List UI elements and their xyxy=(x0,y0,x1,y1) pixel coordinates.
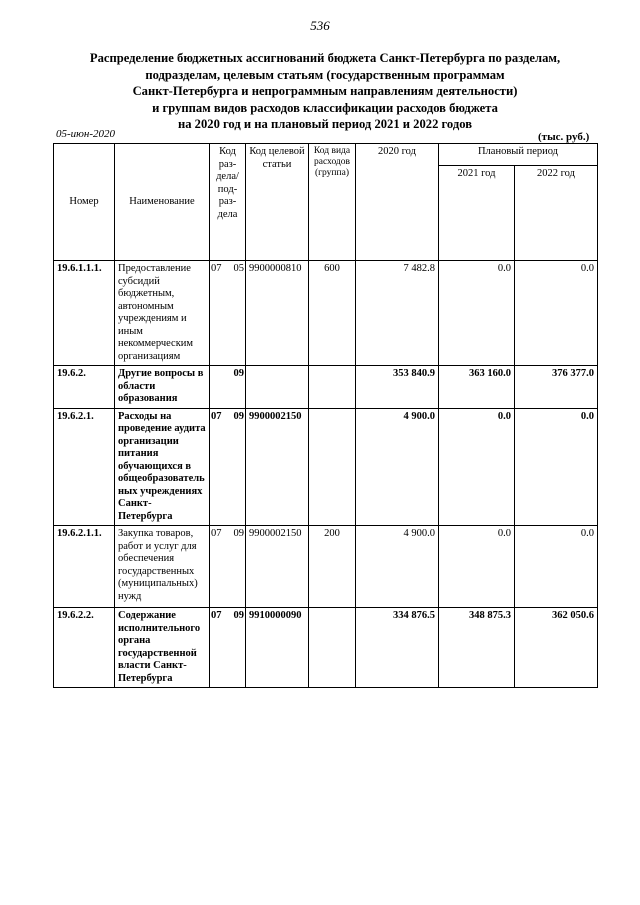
cell-subsection: 09 xyxy=(233,410,244,422)
cell-2022: 0.0 xyxy=(515,526,598,608)
title-line: и группам видов расходов классификации расходов бюджета xyxy=(152,100,498,115)
cell-expense-type xyxy=(309,608,356,688)
cell-2021: 0.0 xyxy=(439,261,515,366)
units-label: (тыс. руб.) xyxy=(538,131,590,143)
cell-expense-type: 600 xyxy=(309,261,356,366)
header-2021: 2021 год xyxy=(439,166,515,261)
cell-expense-type xyxy=(309,408,356,526)
cell-2021: 348 875.3 xyxy=(439,608,515,688)
cell-2021: 363 160.0 xyxy=(439,366,515,409)
cell-target-code: 9910000090 xyxy=(246,608,309,688)
cell-subsection: 09 xyxy=(233,368,244,379)
header-section-code: Код раз- дела/ под- раз- дела xyxy=(210,144,246,261)
header-2022: 2022 год xyxy=(515,166,598,261)
header-target-code: Код целевой статьи xyxy=(246,144,309,261)
cell-2020: 353 840.9 xyxy=(356,366,439,409)
table-row xyxy=(54,408,598,526)
cell-section: 07 xyxy=(211,610,222,621)
cell-name: Предоставление субсидий бюджетным, автономным учреждениям и иным некоммерческим организациям xyxy=(115,261,210,366)
title-line: Распределение бюджетных ассигнований бюджета Санкт-Петербурга по разделам, xyxy=(89,51,561,65)
document-date: 05-июн-2020 xyxy=(56,128,116,140)
header-name: Наименование xyxy=(115,144,210,261)
cell-2021: 0.0 xyxy=(439,526,515,608)
cell-section: 07 xyxy=(211,410,222,422)
cell-number: 19.6.1.1.1. xyxy=(54,261,115,366)
table-row xyxy=(54,526,598,608)
cell-name: Другие вопросы в области образования xyxy=(115,366,210,409)
cell-section-code xyxy=(210,261,246,366)
table-row xyxy=(54,366,598,409)
header-expense-type-code: Код вида расходов (группа) xyxy=(309,144,356,261)
cell-subsection: 09 xyxy=(233,528,244,539)
cell-target-code xyxy=(246,366,309,409)
cell-name: Расходы на проведение аудита организации питания обучающихся в общеобразователь ных учреждениях Санкт-Петербурга xyxy=(115,408,210,526)
header-planned-period: Плановый период xyxy=(439,144,598,166)
cell-2022: 376 377.0 xyxy=(515,366,598,409)
cell-2021: 0.0 xyxy=(439,408,515,526)
cell-section-code xyxy=(210,408,246,526)
cell-target-code: 9900000810 xyxy=(246,261,309,366)
cell-subsection: 09 xyxy=(233,610,244,621)
cell-number: 19.6.2.1. xyxy=(54,408,115,526)
cell-expense-type: 200 xyxy=(309,526,356,608)
cell-section: 07 xyxy=(211,528,222,539)
title-line: подразделам, целевым статьям (государственным программам xyxy=(145,67,505,82)
budget-table xyxy=(53,143,598,688)
cell-2022: 362 050.6 xyxy=(515,608,598,688)
header-number: Номер xyxy=(54,144,115,261)
cell-subsection: 05 xyxy=(233,263,244,274)
cell-name: Закупка товаров, работ и услуг для обеспечения государственных (муниципальных) нужд xyxy=(115,526,210,608)
cell-2020: 4 900.0 xyxy=(356,526,439,608)
cell-number: 19.6.2.2. xyxy=(54,608,115,688)
cell-expense-type xyxy=(309,366,356,409)
cell-2020: 4 900.0 xyxy=(356,408,439,526)
cell-2022: 0.0 xyxy=(515,408,598,526)
document-title xyxy=(70,50,580,133)
cell-section-code xyxy=(210,526,246,608)
cell-2020: 7 482.8 xyxy=(356,261,439,366)
cell-section-code xyxy=(210,366,246,409)
cell-2022: 0.0 xyxy=(515,261,598,366)
cell-target-code: 9900002150 xyxy=(246,408,309,526)
table-row xyxy=(54,608,598,688)
title-line: на 2020 год и на плановый период 2021 и 2022 годов xyxy=(177,117,473,131)
table-row xyxy=(54,261,598,366)
cell-name: Содержание исполнительного органа государственной власти Санкт-Петербурга xyxy=(115,608,210,688)
cell-section-code xyxy=(210,608,246,688)
cell-section: 07 xyxy=(211,263,222,274)
cell-2020: 334 876.5 xyxy=(356,608,439,688)
header-2020: 2020 год xyxy=(356,144,439,261)
title-line: Санкт-Петербурга и непрограммным направлениям деятельности) xyxy=(132,84,518,98)
cell-target-code: 9900002150 xyxy=(246,526,309,608)
cell-number: 19.6.2.1.1. xyxy=(54,526,115,608)
page-number: 536 xyxy=(310,18,330,33)
cell-number: 19.6.2. xyxy=(54,366,115,409)
